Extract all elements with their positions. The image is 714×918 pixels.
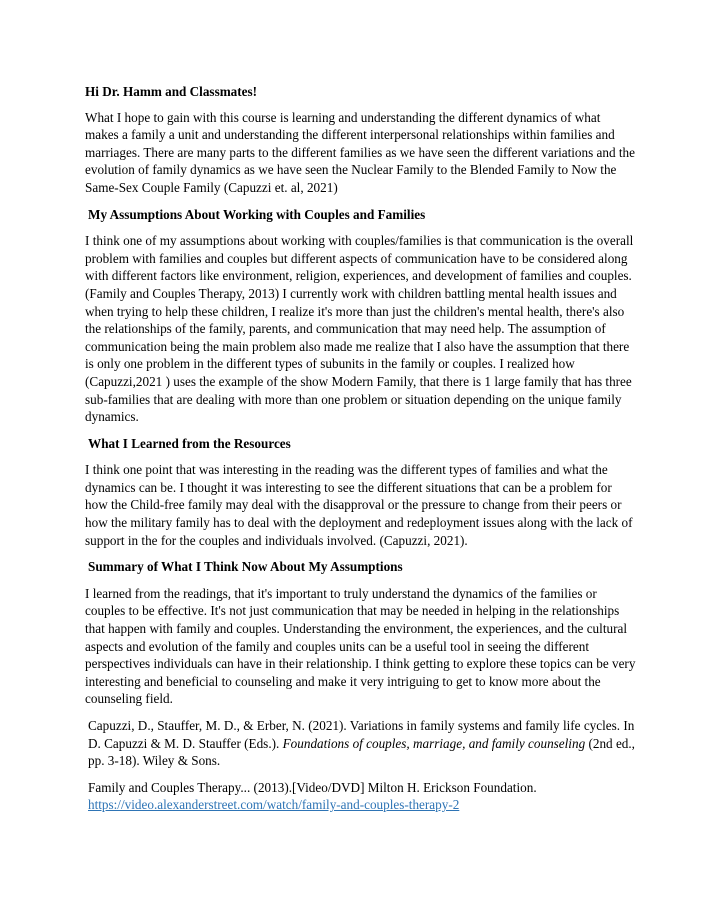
reference-capuzzi	[85, 717, 637, 770]
greeting: Hi Dr. Hamm and Classmates!	[85, 84, 258, 99]
reference-capuzzi-prefix: Capuzzi, D., Stauffer, M. D., & Erber, N. (2021). Variations in family systems and family life cycles. In D. Capuzzi & M. D. Stauffer (Eds.).	[88, 718, 635, 751]
section-heading-learned: What I Learned from the Resources	[88, 435, 291, 451]
section-body-summary: I learned from the readings, that it's important to truly understand the dynamics of the families or couples to be effective. It's not just communication that may be needed in helping in the relationships that happen with family and couples. Understanding the environment, the experiences, and the cultural aspects and evolution of the family and couples units can be a useful tool in seeing the different perspectives individuals can have in their relationship. I think getting to explore these topics can be very interesting and beneficial to counseling and make it very intriguing to get to know more about the counseling field.	[85, 585, 636, 707]
reference-video-link[interactable]: https://video.alexanderstreet.com/watch/family-and-couples-therapy-2	[88, 797, 460, 813]
intro-paragraph: What I hope to gain with this course is learning and understanding the different dynamics of what makes a family a unit and understanding the different interpersonal relationships within families and marriages. There are many parts to the different families as we have seen the different variations and the evolution of family dynamics as we have seen the Nuclear Family to the Blended Family to Now the Same-Sex Couple Family (Capuzzi et. al, 2021)	[85, 109, 635, 195]
section-heading-summary: Summary of What I Think Now About My Assumptions	[88, 559, 403, 575]
reference-capuzzi-suffix: (2nd ed., pp. 3-18). Wiley & Sons.	[88, 735, 635, 769]
section-body-learned: I think one point that was interesting in the reading was the different types of families and what the dynamics can be. I thought it was interesting to see the different situations that can be a problem for how the Child-free family may deal with the disapproval or the pressure to change from their peers or how the military family has to deal with the deployment and redeployment issues along with the lack of support in the for the couples and individuals involved. (Capuzzi, 2021).	[85, 462, 633, 548]
reference-video-text: Family and Couples Therapy... (2013).[Video/DVD] Milton H. Erickson Foundation.	[88, 779, 537, 795]
section-body-assumptions: I think one of my assumptions about working with couples/families is that communication is the overall problem with families and couples but different aspects of communication have to be considered along with different factors like environment, religion, experiences, and development of families and couples. (Family and Couples Therapy, 2013) I currently work with children battling mental health issues and when trying to help these children, I realize it's more than just the children's mental health, there's also the relationships of the family, parents, and communication that may need help. The assumption of communication being the main problem also made me realize that I also have the assumption that there is only one problem in the different types of subunits in the family or couples. I realized how (Capuzzi,2021 ) uses the example of the show Modern Family, that there is 1 large family that has three sub-families that are dealing with more than one problem or situation depending on the unique family dynamics.	[85, 233, 634, 425]
document-page	[85, 83, 637, 823]
reference-capuzzi-title: Foundations of couples, marriage, and family counseling	[282, 735, 586, 751]
reference-video	[85, 779, 637, 814]
section-heading-assumptions: My Assumptions About Working with Couples and Families	[88, 206, 426, 222]
